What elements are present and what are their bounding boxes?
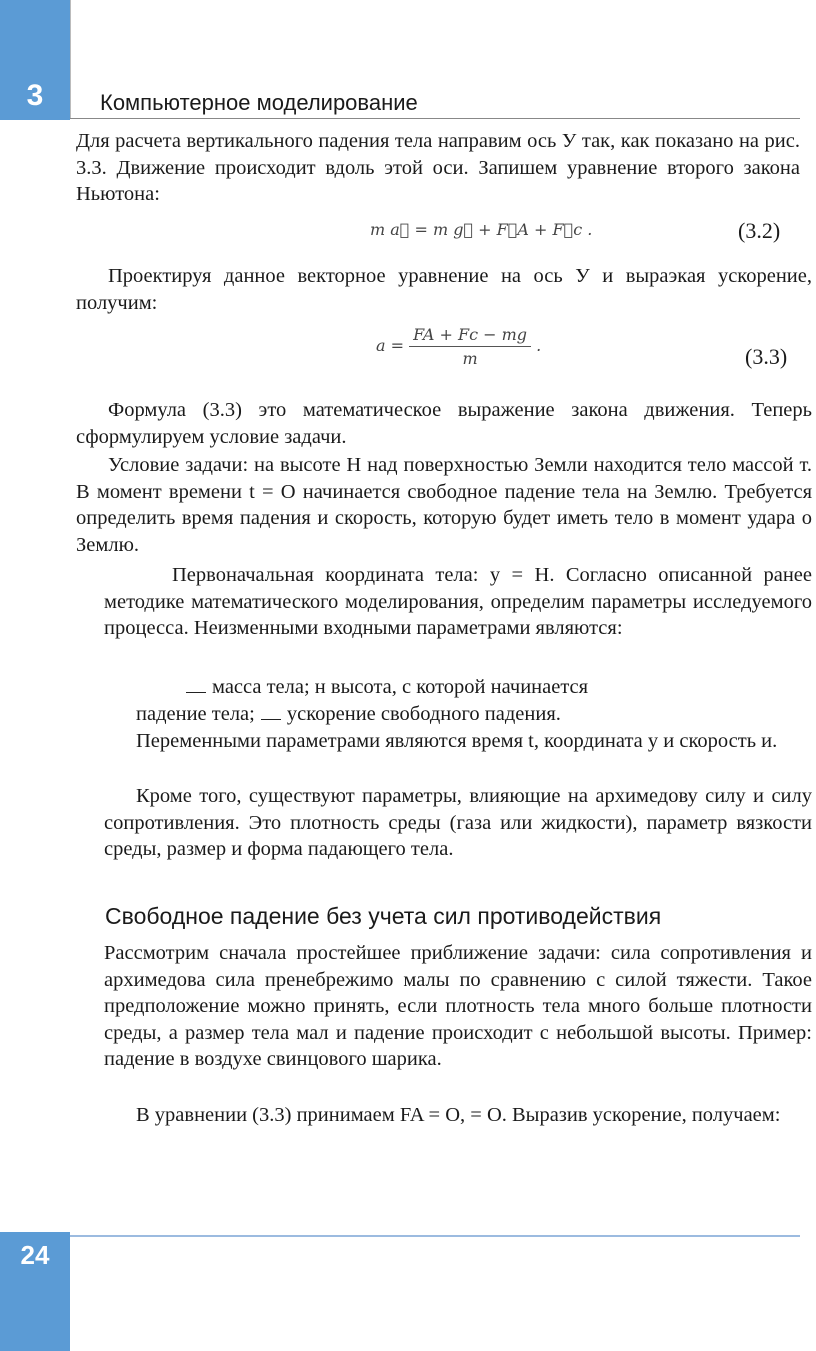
chapter-number: 3: [26, 79, 44, 112]
list-line-2: [136, 701, 736, 728]
paragraph-variables: [104, 728, 812, 755]
paragraph-approximation: [104, 940, 812, 1073]
fraction-denominator: m: [462, 349, 478, 368]
header-divider-vertical: [70, 0, 71, 118]
equation-number-3-2: (3.2): [738, 218, 781, 243]
paragraph-text: Переменными параметрами являются время t, координата у и скорость и.: [136, 730, 778, 752]
paragraph-text: Для расчета вертикального падения тела направим ось У так, как показано на рис. 3.3. Движение происходит вдоль этой оси. Запишем уравнение второго закона Ньютона:: [76, 130, 800, 205]
paragraph-text: Рассмотрим сначала простейшее приближение задачи: сила сопротивления и архимедова сила пренебрежимо малы по сравнению с силой тяжести. Такое предположение можно принять, если плотность тела много больше плотности среды, а размер тела мал и падение происходит с небольшой высоты. Пример: падение в воздухе свинцового шарика.: [104, 942, 812, 1070]
paragraph-parameters: [104, 562, 812, 642]
paragraph-text: Проектируя данное векторное уравнение на ось У и выраэкая ускорение, получим:: [76, 265, 812, 314]
paragraph-text: В уравнении (3.3) принимаем FA = O, = O. Выразив ускорение, получаем:: [136, 1104, 781, 1126]
page-number: 24: [20, 1240, 50, 1270]
dash-bullet: [186, 692, 206, 693]
paragraph-equation-note: [104, 1102, 812, 1129]
equation-3-3: [376, 325, 541, 368]
paragraph-text: Условие задачи: на высоте Н над поверхностью Земли находится тело массой т. В момент времени t = O начинается свободное падение тела на Землю. Требуется определить время падения и скорость, которую будет иметь тело в момент удара о Землю.: [76, 454, 812, 556]
dash-bullet: [261, 719, 281, 720]
paragraph-problem: [76, 452, 812, 558]
header-divider: [70, 118, 800, 119]
section-title: Свободное падение без учета сил противодействия: [105, 903, 662, 929]
fraction-numerator: FA + Fc − mg: [409, 325, 531, 347]
paragraph-text: Первоначальная координата тела: у = Н. Согласно описанной ранее методике математического моделирования, определим параметры исследуемого процесса. Неизменными входными параметрами являются:: [104, 564, 812, 639]
equation-dot: .: [536, 336, 542, 355]
equation-number-3-3: (3.3): [745, 344, 788, 369]
list-text: масса тела; н высота, с которой начинается: [212, 676, 589, 698]
paragraph-extra: [104, 783, 812, 863]
list-text: ускорение свободного падения.: [286, 703, 561, 725]
paragraph-projection: [76, 263, 812, 316]
equation-lhs: a =: [376, 336, 405, 355]
paragraph-text: Кроме того, существуют параметры, влияющие на архимедову силу и силу сопротивления. Это плотность среды (газа или жидкости), параметр вязкости среды, размер и форма падающего тела.: [104, 785, 812, 860]
equation-fraction: [409, 325, 531, 368]
list-text: падение тела;: [136, 703, 255, 725]
equation-3-2: m a⃗ = m g⃗ + F⃗A + F⃗c .: [370, 220, 593, 239]
running-title: Компьютерное моделирование: [100, 90, 418, 115]
paragraph-text: Формула (3.3) это математическое выражение закона движения. Теперь сформулируем условие задачи.: [76, 399, 812, 448]
paragraph-intro: [76, 128, 800, 208]
footer-divider: [70, 1235, 800, 1237]
paragraph-formula-note: [76, 397, 812, 450]
list-line-1: [180, 674, 740, 701]
